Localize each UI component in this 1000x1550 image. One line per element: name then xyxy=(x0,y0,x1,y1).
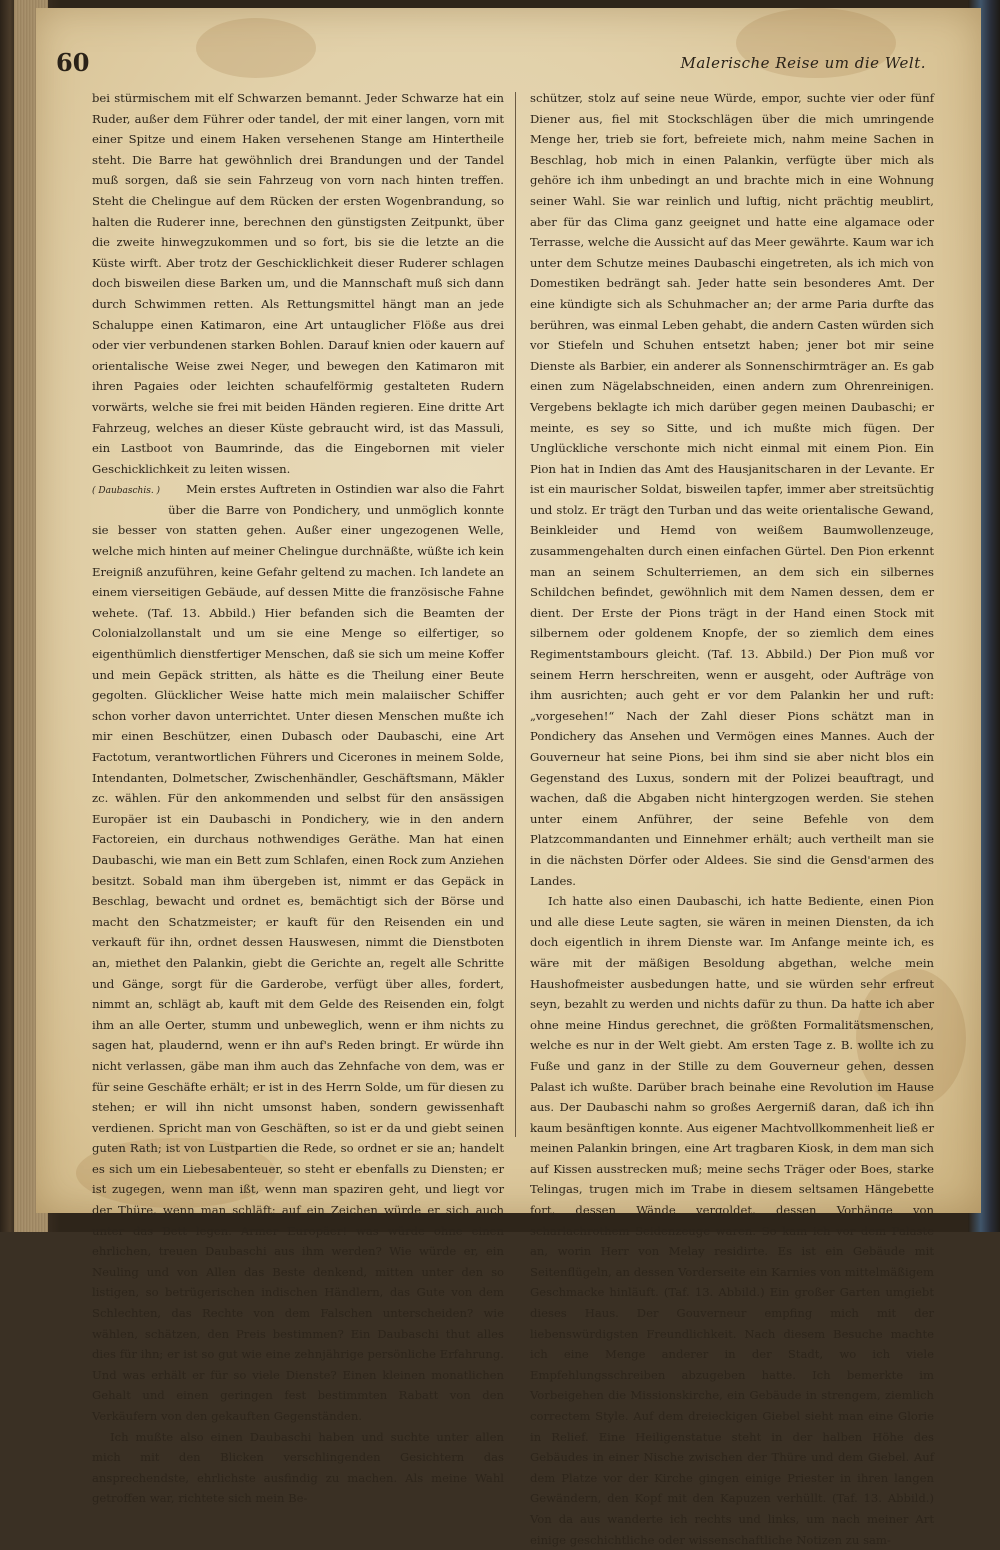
page-header xyxy=(56,48,926,84)
left-text-column xyxy=(92,88,504,1509)
paragraph: Ich hatte also einen Daubaschi, ich hatte Bediente, einen Pion und alle diese Leute sagten, sie wären in meinen Diensten, da ich doch eigentlich in ihrem Dienste war. Im Anfange meinte ich, es wäre mit der mäßigen Besoldung abgethan, welche mein Haushofmeister ausbedungen hatte, und sie würden sehr erfreut seyn, bezahlt zu werden und nichts dafür zu thun. Da hatte ich aber ohne meine Hindus gerechnet, die größten Formalitätsmenschen, welche es nur in der Welt giebt. Am ersten Tage z. B. wollte ich zu Fuße und ganz in der Stille zu dem Gouverneur gehen, dessen Palast ich wußte. Darüber brach beinahe eine Revolution im Hause aus. Der Daubaschi nahm so großes Aergerniß daran, daß ich ihn kaum besänftigen konnte. Aus eigener Machtvollkommenheit ließ er meinen Palankin bringen, eine Art tragbaren Kiosk, in dem man sich auf Kissen ausstrecken muß; meine sechs Träger oder Boes, starke Telingas, trugen mich im Trabe in diesem seltsamen Hängebette fort, dessen Wände vergoldet, dessen Vorhänge von scharlachrothem Seidenzeuge waren. So kam ich vor dem Palaste an, worin Herr von Melay residirte. Es ist ein Gebäude mit Seitenflügeln, an dessen Vorderseite ein Karnies von mittelmäßigem Geschmacke hinläuft. (Taf. 13. Abbild.) Ein großer Garten umgiebt dieses Haus. Der Gouverneur empfing mich mit der liebenswürdigsten Freundlichkeit. Nach diesem Besuche machte ich eine Menge anderer in der Stadt, wo ich viele Empfehlungsschreiben abzugeben hatte. Ich bemerkte im Vorbeigehen die Missionskirche, ein Gebäude in strengem, ziemlich correctem Style. Auf dem dreieckigen Giebel sieht man eine Glorie in Relief. Eine Heiligenstatue steht in der halben Höhe des Gebäudes in einer Nische zwischen der Thüre und dem Giebel. Auf dem Platze vor der Kirche gingen einige Priester in ihren langen Gewändern, den Kopf mit den Kapuzen verhüllt. (Taf. 13. Abbild.) Von da aus wanderte ich rechts und links, um nach meiner Art einige geschichtliche oder wissenschaftliche Notizen zu sam- xyxy=(530,894,934,1547)
running-title: Malerische Reise um die Welt. xyxy=(680,54,926,72)
paragraph-with-marginal-note xyxy=(92,479,504,1426)
paragraph: Ich mußte also einen Daubaschi haben und suchte unter allen mich mit den Blicken verschlingenden Gesichtern das ansprechendste, ehrlichste ausfindig zu machen. Als meine Wahl getroffen war, richtete sich mein Be- xyxy=(92,1429,504,1506)
column-divider xyxy=(515,92,516,1137)
paragraph: bei stürmischem mit elf Schwarzen bemannt. Jeder Schwarze hat ein Ruder, außer dem Führer oder tandel, der mit einer langen, vorn mit einer Spitze und einem Haken versehenen Stange am Hintertheile steht. Die Barre hat gewöhnlich drei Brandungen und der Tandel muß sorgen, daß sie sein Fahrzeug von vorn nach hinten treffen. Steht die Chelingue auf dem Rücken der ersten Wogenbrandung, so halten die Ruderer inne, berechnen den günstigsten Zeitpunkt, über die zweite hinwegzukommen und so fort, bis sie die letzte an die Küste wirft. Aber trotz der Geschicklichkeit dieser Ruderer schlagen doch bisweilen diese Barken um, und die Mannschaft muß sich dann durch Schwimmen retten. Als Rettungsmittel hängt man an jede Schaluppe einen Katimaron, eine Art untauglicher Flöße aus drei oder vier verbundenen starken Bohlen. Darauf knien oder kauern auf orientalische Weise zwei Neger, und bewegen den Katimaron mit ihren Pagaies oder leichten schaufelförmig gestalteten Rudern vorwärts, welche sie frei mit beiden Händen regieren. Eine dritte Art Fahrzeug, welches an dieser Küste gebraucht wird, ist das Massuli, ein Lastboot von Baumrinde, das die Eingebornen mit vieler Geschicklichkeit zu leiten wissen. xyxy=(92,91,504,476)
paragraph: schützer, stolz auf seine neue Würde, empor, suchte vier oder fünf Diener aus, fiel mit Stockschlägen über die mich umringende Menge her, trieb sie fort, befreiete mich, nahm meine Sachen in Beschlag, hob mich in einen Palankin, verfügte über mich als gehöre ich ihm unbedingt an und brachte mich in eine Wohnung seiner Wahl. Sie war reinlich und luftig, nicht prächtig meublirt, aber für das Clima ganz geeignet und hatte eine algamace oder Terrasse, welche die Aussicht auf das Meer gewährte. Kaum war ich unter dem Schutze meines Daubaschi eingetreten, als ich mich von Domestiken bedrängt sah. Jeder hatte sein besonderes Amt. Der eine kündigte sich als Schuhmacher an; der arme Paria durfte das berühren, was einmal Leben gehabt, die andern Casten würden sich vor Stiefeln und Schuhen entsetzt haben; jener bot mir seine Dienste als Barbier, ein anderer als Sonnenschirmträger an. Es gab einen zum Nägelabschneiden, einen andern zum Ohrenreinigen. Vergebens beklagte ich mich darüber gegen meinen Daubaschi; er meinte, es sey so Sitte, und ich mußte mich fügen. Der Unglückliche verschonte mich nicht einmal mit einem Pion. Ein Pion hat in Indien das Amt des Hausjanitscharen in der Levante. Er ist ein maurischer Soldat, bisweilen tapfer, immer aber streitsüchtig und stolz. Er trägt den Turban und das weite orientalische Gewand, Beinkleider und Hemd von weißem Baumwollenzeuge, zusammengehalten durch einen einfachen Gürtel. Den Pion erkennt man an seinem Schulterriemen, an dem sich ein silbernes Schildchen befindet, gewöhnlich mit dem Namen dessen, dem er dient. Der Erste der Pions trägt in der Hand einen Stock mit silbernem oder goldenem Knopfe, der so ziemlich dem eines Regimentstambours gleicht. (Taf. 13. Abbild.) Der Pion muß vor seinem Herrn herschreiten, wenn er ausgeht, oder Aufträge von ihm ausrichten; auch geht er vor dem Palankin her und ruft: „vorgesehen!“ Nach der Zahl dieser Pions schätzt man in Pondichery das Ansehen und Vermögen eines Mannes. Auch der Gouverneur hat seine Pions, bei ihm sind sie aber nicht blos ein Gegenstand des Luxus, sondern mit der Polizei beauftragt, und wachen, daß die Abgaben nicht hintergzogen werden. Sie stehen unter einem Anführer, der seine Befehle von dem Platzcommandanten und Einnehmer erhält; auch vertheilt man sie in die nächsten Dörfer oder Aldees. Sie sind die Gensd'armen des Landes. xyxy=(530,91,934,888)
marginal-note: ( Daubaschis. ) xyxy=(92,486,161,497)
right-text-column xyxy=(530,88,934,1550)
paragraph-text: Mein erstes Auftreten in Ostindien war also die Fahrt über die Barre von Pondichery, und unmöglich konnte sie besser von statten gehen. Außer einer ungezogenen Welle, welche mich hinten auf meiner Chelingue durchnäßte, wüßte ich kein Ereigniß anzuführen, keine Gefahr geltend zu machen. Ich landete an einem vierseitigen Gebäude, auf dessen Mitte die französische Fahne wehete. (Taf. 13. Abbild.) Hier befanden sich die Beamten der Colonialzollanstalt und um sie eine Menge so eilfertiger, so eigenthümlich dienstfertiger Menschen, daß sie sich um meine Koffer und mein Gepäck stritten, als hätte es die Theilung einer Beute gegolten. Glücklicher Weise hatte mich mein malaiischer Schiffer schon vorher davon unterrichtet. Unter diesen Menschen mußte ich mir einen Beschützer, einen Dubasch oder Daubaschi, eine Art Factotum, verantwortlichen Führers und Cicerones in meinem Solde, Intendanten, Dolmetscher, Zwischenhändler, Geschäftsmann, Mäkler zc. wählen. Für den ankommenden und selbst für den ansässigen Europäer ist ein Daubaschi in Pondichery, wie in den andern Factoreien, ein durchaus nothwendiges Geräthe. Man hat einen Daubaschi, wie man ein Bett zum Schlafen, einen Rock zum Anziehen besitzt. Sobald man ihm übergeben ist, nimmt er das Gepäck in Beschlag, bewacht und ordnet es, bemächtigt sich der Börse und macht den Schatzmeister; er kauft für den Reisenden ein und verkauft für ihn, ordnet dessen Hauswesen, nimmt die Dienstboten an, miethet den Palankin, giebt die Gerichte an, regelt alle Schritte und Gänge, sorgt für die Garderobe, verfügt über alles, fordert, nimmt an, schlägt ab, kauft mit dem Gelde des Reisenden ein, folgt ihm an alle Oerter, stumm und unbeweglich, wenn er ihm nichts zu sagen hat, plaudernd, wenn er ihn auf's Reden bringt. Er würde ihn nicht verlassen, gäbe man ihm auch das Zehnfache von dem, was er für seine Geschäfte erhält; er ist in des Herrn Solde, um für diesen zu stehen; er will ihn nicht umsonst haben, sondern gewissenhaft verdienen. Spricht man von Geschäften, so ist er da und giebt seinen guten Rath; ist von Lustpartien die Rede, so ordnet er sie an; handelt es sich um ein Liebesabenteuer, so steht er ebenfalls zu Diensten; er ist zugegen, wenn man ißt, wenn man spaziren geht, und liegt vor der Thüre, wenn man schläft; auf ein Zeichen würde er sich auch unter das Bett legen. Armer Europäer! was würde ohne einen ehrlichen, treuen Daubaschi aus ihm werden? Wie würde er, ein Neuling und von Allen das Beste denkend, mitten unter den so listigen, so betrügerischen indischen Händlern, das Gute von dem Schlechten, das Rechte von dem Falschen unterscheiden? wie wählen, schätzen, den Preis bestimmen? Ein Daubaschi thut alles dies für ihn; er ist so gut wie eine zehnjährige persönliche Erfahrung. Und was erhält er für so viele Dienste? Einen kleinen monatlichen Gehalt und einen geringen fest bestimmten Rabatt von den Verkäufern von den gekauften Gegenständen. xyxy=(92,482,504,1423)
page-number: 60 xyxy=(56,48,90,77)
